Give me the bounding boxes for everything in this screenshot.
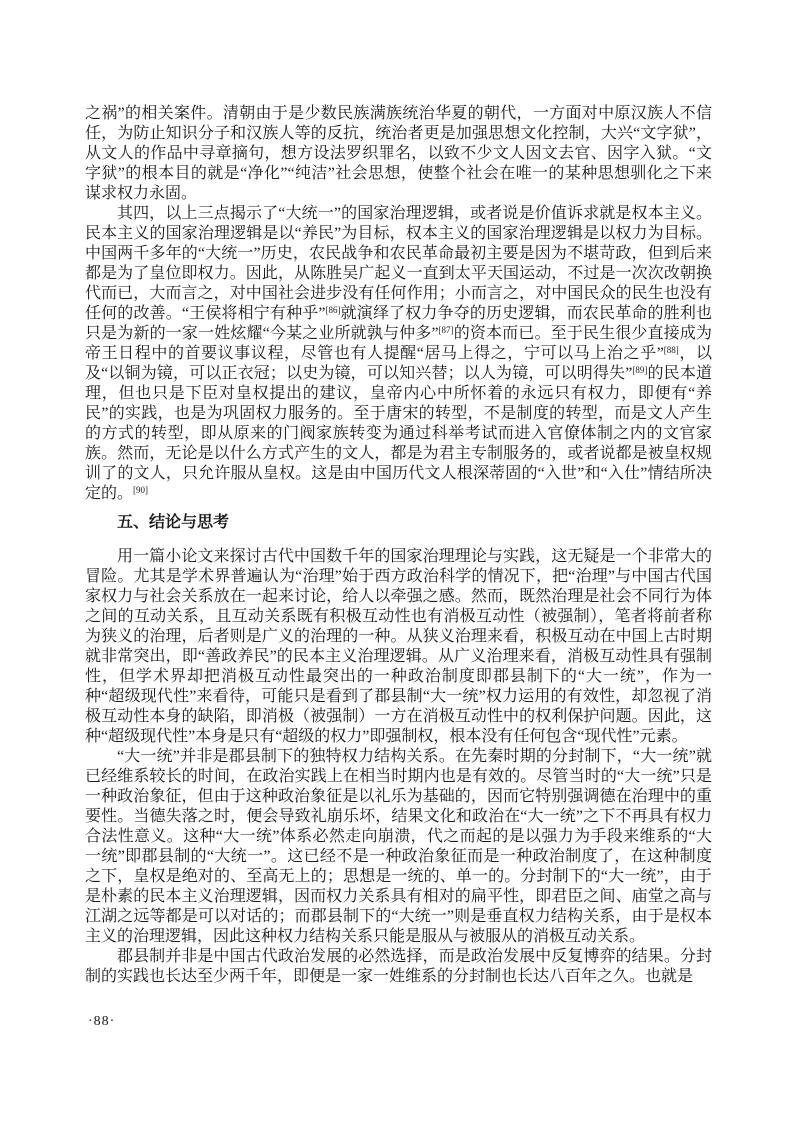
page-body bbox=[85, 104, 712, 987]
citation-ref: [86] bbox=[325, 305, 341, 315]
citation-ref: [90] bbox=[133, 485, 149, 495]
page-number: ·88· bbox=[88, 1014, 116, 1029]
paragraph-continuation: 之祸”的相关案件。清朝由于是少数民族满族统治华夏的朝代，一方面对中原汉族人不信任，为防止知识分子和汉族人等的反抗，统治者更是加强思想文化控制，大兴“文字狱”，从文人的作品中寻章摘句，想方设法罗织罪名，以致不少文人因文去官、因字入狱。“文字狱”的根本目的就是“净化”“纯洁”社会思想，使整个社会在唯一的某种思想驯化之下来谋求权力永固。 bbox=[85, 105, 712, 202]
citation-ref: [89] bbox=[632, 365, 648, 375]
paragraph-conclusion-3: 郡县制并非是中国古代政治发展的必然选择，而是政治发展中反复博弈的结果。分封制的实践也长达至少两千年，即便是一家一姓维系的分封制也长达八百年之久。也就是 bbox=[85, 948, 712, 985]
paragraph-point-four: 其四，以上三点揭示了“大统一”的国家治理逻辑，或者说是价值诉求就是权本主义。民本主义的国家治理逻辑是以“养民”为目标，权本主义的国家治理逻辑是以权力为目标。中国两千多年的“大统一”历史，农民战争和农民革命最初主要是因为不堪苛政，但到后来都是为了皇位即权力。因此，从陈胜吴广起义一直到太平天国运动，不过是一次次改朝换代而已，大而言之，对中国社会进步没有任何作用；小而言之，对中国民众的民生也没有任何的改善。“王侯将相宁有种乎”[86]就演绎了权力争夺的历史逻辑，而农民革命的胜利也只是为新的一家一姓炫耀“今某之业所就孰与仲多”[87]的资本而已。至于民生很少直接成为帝王日程中的首要议事议程，尽管也有人提醒“居马上得之，宁可以马上治之乎”[88]，以及“以铜为镜，可以正衣冠；以史为镜，可以知兴替；以人为镜，可以明得失”[89]的民本道理，但也只是下臣对皇权提出的建议，皇帝内心中所怀着的永远只有权力，即便有“养民”的实践，也是为巩固权力服务的。至于唐宋的转型，不是制度的转型，而是文人产生的方式的转型，即从原来的门阀家族转变为通过科举考试而进入官僚体制之内的文官家族。然而，无论是以什么方式产生的文人，都是为君主专制服务的，或者说都是被皇权规训了的文人，只允许服从皇权。这是由中国历代文人根深蒂固的“入世”和“入仕”情结所决定的。[90] bbox=[85, 205, 712, 502]
citation-ref: [88] bbox=[663, 345, 679, 355]
paragraph-conclusion-1: 用一篇小论文来探讨古代中国数千年的国家治理理论与实践，这无疑是一个非常大的冒险。尤其是学术界普遍认为“治理”始于西方政治科学的情况下，把“治理”与中国古代国家权力与社会关系放在一起来讨论，给人以牵强之感。然而，既然治理是社会不同行为体之间的互动关系，且互动关系既有积极互动性也有消极互动性（被强制），笔者将前者称为狭义的治理，后者则是广义的治理的一种。从狭义治理来看，积极互动在中国上古时期就非常突出，即“善政养民”的民本主义治理逻辑。从广义治理来看，消极互动性具有强制性，但学术界却把消极互动性最突出的一种政治制度即郡县制下的“大一统”，作为一种“超级现代性”来看待，可能只是看到了郡县制“大一统”权力运用的有效性，却忽视了消极互动性本身的缺陷，即消极（被强制）一方在消极互动性中的权利保护问题。因此，这种“超级现代性”本身是只有“超级的权力”即强制权，根本没有任何包含“现代性”元素。 bbox=[85, 548, 712, 745]
citation-ref: [87] bbox=[438, 325, 454, 335]
section-heading-conclusion: 五、结论与思考 bbox=[117, 514, 230, 531]
paragraph-conclusion-2: “大一统”并非是郡县制下的独特权力结构关系。在先秦时期的分封制下，“大一统”就已经维系较长的时间，在政治实践上在相当时期内也是有效的。尽管当时的“大一统”只是一种政治象征，但由于这种政治象征是以礼乐为基础的，因而它特别强调德在治理中的重要性。当德失落之时，便会导致礼崩乐坏，结果文化和政治在“大一统”之下不再具有权力合法性意义。这种“大一统”体系必然走向崩溃，代之而起的是以强力为手段来维系的“大一统”即郡县制的“大统一”。这已经不是一种政治象征而是一种政治制度了，在这种制度之下，皇权是绝对的、至高无上的；思想是一统的、单一的。分封制下的“大一统”，由于是朴素的民本主义治理逻辑，因而权力关系具有相对的扁平性，即君臣之间、庙堂之高与江湖之远等都是可以对话的；而郡县制下的“大统一”则是垂直权力结构关系，由于是权本主义的治理逻辑，因此这种权力结构关系只能是服从与被服从的消极互动关系。 bbox=[85, 748, 712, 945]
